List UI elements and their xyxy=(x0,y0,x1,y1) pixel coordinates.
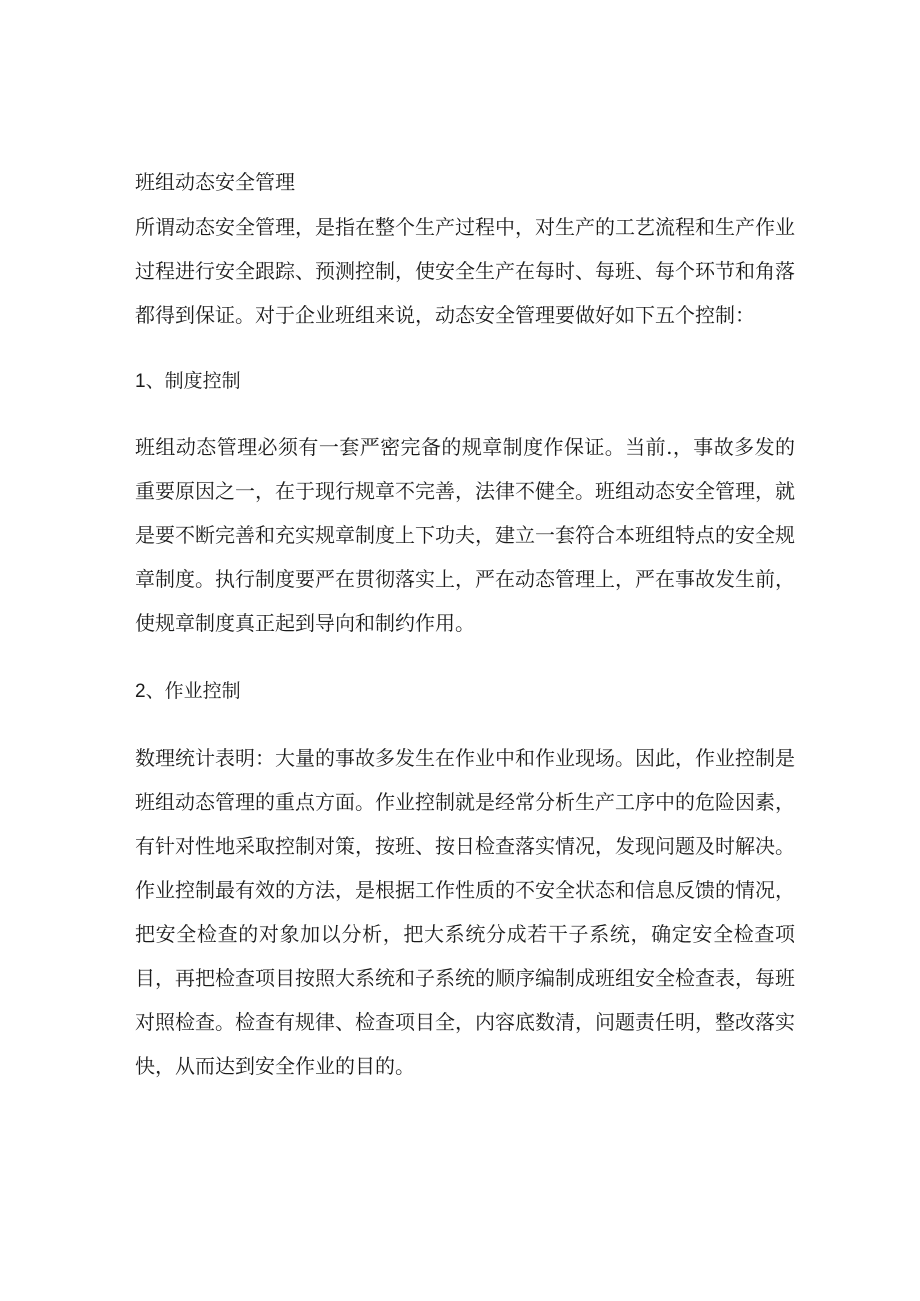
intro-paragraph: 所谓动态安全管理，是指在整个生产过程中，对生产的工艺流程和生产作业过程进行安全跟踪、预测控制，使安全生产在每时、每班、每个环节和角落都得到保证。对于企业班组来说，动态安全管理要做好如下五个控制： xyxy=(135,215,795,327)
section-body-operation-control: 数理统计表明：大量的事故多发生在作业中和作业现场。因此，作业控制是班组动态管理的重点方面。作业控制就是经常分析生产工序中的危险因素，有针对性地采取控制对策，按班、按日检查落实情况，发现问题及时解决。作业控制最有效的方法，是根据工作性质的不安全状态和信息反馈的情况，把安全检查的对象加以分析，把大系统分成若干子系统，确定安全检查项目，再把检查项目按照大系统和子系统的顺序编制成班组安全检查表，每班对照检查。检查有规律、检查项目全，内容底数清，问题责任明，整改落实快，从而达到安全作业的目的。 xyxy=(135,746,795,1078)
section-heading-operation-control: 2、作业控制 xyxy=(135,681,241,702)
section-heading-system-control: 1、制度控制 xyxy=(135,371,241,392)
section-body-system-control: 班组动态管理必须有一套严密完备的规章制度作保证。当前.，事故多发的重要原因之一，在于现行规章不完善，法律不健全。班组动态安全管理，就是要不断完善和充实规章制度上下功夫，建立一套符合本班组特点的安全规章制度。执行制度要严在贯彻落实上，严在动态管理上，严在事故发生前，使规章制度真正起到导向和制约作用。 xyxy=(135,435,795,635)
document-title: 班组动态安全管理 xyxy=(135,170,295,194)
